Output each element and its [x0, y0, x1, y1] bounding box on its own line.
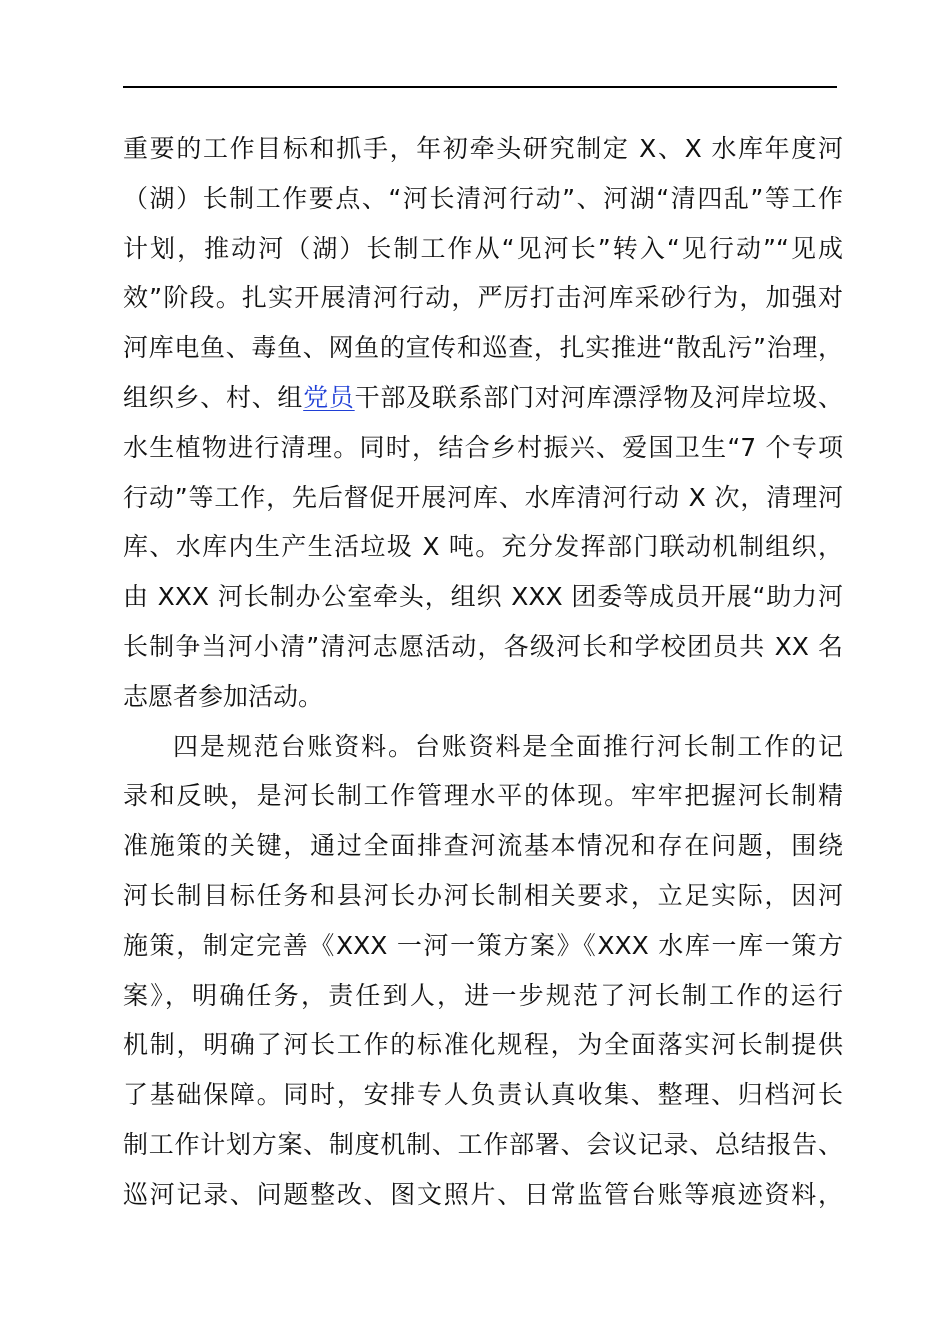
header-rule: [123, 86, 837, 88]
text-line: 效”阶段。扎实开展清河行动，严厉打击河库采砂行为，加强对: [123, 283, 843, 313]
text-line: 计划，推动河（湖）长制工作从“见河长”转入“见行动”“见成: [123, 233, 843, 263]
text-line: 行动”等工作，先后督促开展河库、水库清河行动 X 次，清理河: [123, 482, 843, 512]
document-body: [123, 124, 843, 1220]
text-segment: 组织乡、村、组: [123, 382, 304, 412]
text-line: 施策，制定完善《XXX 一河一策方案》《XXX 水库一库一策方: [123, 930, 843, 960]
text-line: 库、水库内生产生活垃圾 X 吨。充分发挥部门联动机制组织，: [123, 532, 843, 562]
text-line: 案》，明确任务，责任到人，进一步规范了河长制工作的运行: [123, 980, 843, 1010]
paragraph-first-line: 四是规范台账资料。台账资料是全面推行河长制工作的记: [173, 731, 843, 761]
text-segment: 干部及联系部门对河库漂浮物及河岸垃圾、: [354, 382, 843, 412]
text-line: 水生植物进行清理。同时，结合乡村振兴、爱国卫生“7 个专项: [123, 432, 843, 462]
text-line: 重要的工作目标和抓手，年初牵头研究制定 X、X 水库年度河: [123, 134, 843, 163]
party-member-link[interactable]: 党员: [303, 382, 355, 412]
text-line: 录和反映，是河长制工作管理水平的体现。牢牢把握河长制精: [123, 781, 843, 811]
text-line: 制工作计划方案、制度机制、工作部署、会议记录、总结报告、: [123, 1129, 843, 1159]
text-line: 志愿者参加活动。: [123, 681, 324, 711]
text-line: 由 XXX 河长制办公室牵头，组织 XXX 团委等成员开展“助力河: [123, 582, 843, 612]
text-line: 准施策的关键，通过全面排查河流基本情况和存在问题，围绕: [123, 831, 843, 861]
text-line: （湖）长制工作要点、“河长清河行动”、河湖“清四乱”等工作: [123, 183, 843, 213]
text-line: 长制争当河小清”清河志愿活动，各级河长和学校团员共 XX 名: [123, 631, 843, 661]
text-line: 河长制目标任务和县河长办河长制相关要求，立足实际，因河: [123, 880, 843, 910]
text-line: 巡河记录、问题整改、图文照片、日常监管台账等痕迹资料，: [123, 1179, 843, 1209]
text-line-with-link: [123, 373, 843, 423]
text-line: 机制，明确了河长工作的标准化规程，为全面落实河长制提供: [123, 1030, 843, 1060]
text-line: 河库电鱼、毒鱼、网鱼的宣传和巡查，扎实推进“散乱污”治理，: [123, 333, 843, 363]
text-line: 了基础保障。同时，安排专人负责认真收集、整理、归档河长: [123, 1080, 843, 1110]
